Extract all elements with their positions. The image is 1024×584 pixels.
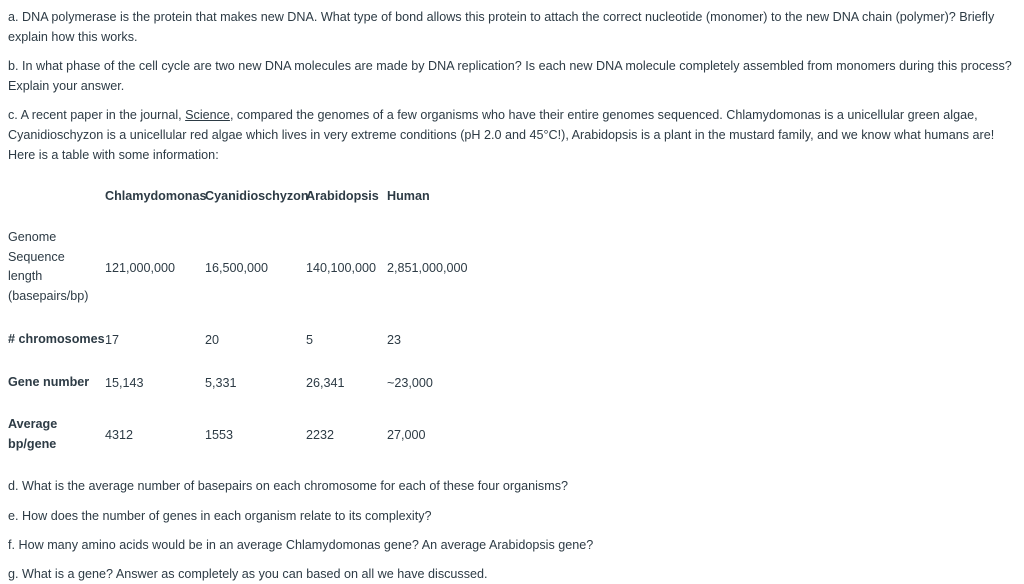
cell-bpgene-chlamydomonas: 4312	[105, 428, 134, 442]
row-label-chromosomes: # chromosomes	[8, 332, 105, 346]
question-a: a. DNA polymerase is the protein that makes new DNA. What type of bond allows this protein to attach the correct nucleotide (monomer) to the new DNA chain (polymer)? Briefly explain how this works.	[8, 10, 995, 44]
cell-bpgene-arabidopsis: 2232	[306, 428, 335, 442]
cell-genome-human: 2,851,000,000	[387, 261, 468, 275]
cell-genome-chlamydomonas: 121,000,000	[105, 261, 176, 275]
header-cyanidioschyzon: Cyanidioschyzon	[205, 189, 309, 203]
header-chlamydomonas: Chlamydomonas	[105, 189, 207, 203]
cell-chromosomes-chlamydomonas: 17	[105, 333, 120, 347]
cell-bpgene-human: 27,000	[387, 428, 426, 442]
science-journal-link[interactable]: Science	[185, 108, 230, 122]
cell-genes-arabidopsis: 26,341	[306, 376, 345, 390]
cell-chromosomes-cyanidioschyzon: 20	[205, 333, 220, 347]
question-c-intro: c. A recent paper in the journal,	[8, 108, 186, 122]
question-c	[8, 105, 1020, 165]
question-b: b. In what phase of the cell cycle are two new DNA molecules are made by DNA replication? Is each new DNA molecule completely assembled from monomers during this process? Explain your answer.	[8, 59, 1012, 93]
header-arabidopsis: Arabidopsis	[306, 189, 379, 203]
row-label-gene-number: Gene number	[8, 375, 90, 389]
question-d: d. What is the average number of basepairs on each chromosome for each of these four organisms?	[8, 479, 569, 493]
cell-bpgene-cyanidioschyzon: 1553	[205, 428, 234, 442]
cell-chromosomes-human: 23	[387, 333, 402, 347]
cell-chromosomes-arabidopsis: 5	[306, 333, 314, 347]
cell-genes-chlamydomonas: 15,143	[105, 376, 144, 390]
row-label-avg-bp-gene: Average bp/gene	[8, 417, 58, 451]
question-c-body: , compared the genomes of a few organisms who have their entire genomes sequenced. Chlamydomonas is a unicellular green algae, Cyanidioschyzon is a unicellular red algae which lives in very extreme conditions (pH 2.0 and 45°C!), Arabidopsis is a plant in the mustard family, and we know what humans are! Here is a table with some information:	[8, 108, 995, 162]
question-g: g. What is a gene? Answer as completely as you can based on all we have discussed.	[8, 567, 488, 581]
question-e: e. How does the number of genes in each organism relate to its complexity?	[8, 509, 432, 523]
cell-genome-cyanidioschyzon: 16,500,000	[205, 261, 269, 275]
header-human: Human	[387, 189, 430, 203]
question-f: f. How many amino acids would be in an average Chlamydomonas gene? An average Arabidopsis gene?	[8, 538, 594, 552]
cell-genome-arabidopsis: 140,100,000	[306, 261, 377, 275]
cell-genes-human: ~23,000	[387, 376, 433, 390]
row-label-genome-length: Genome Sequence length (basepairs/bp)	[8, 230, 89, 303]
cell-genes-cyanidioschyzon: 5,331	[205, 376, 237, 390]
